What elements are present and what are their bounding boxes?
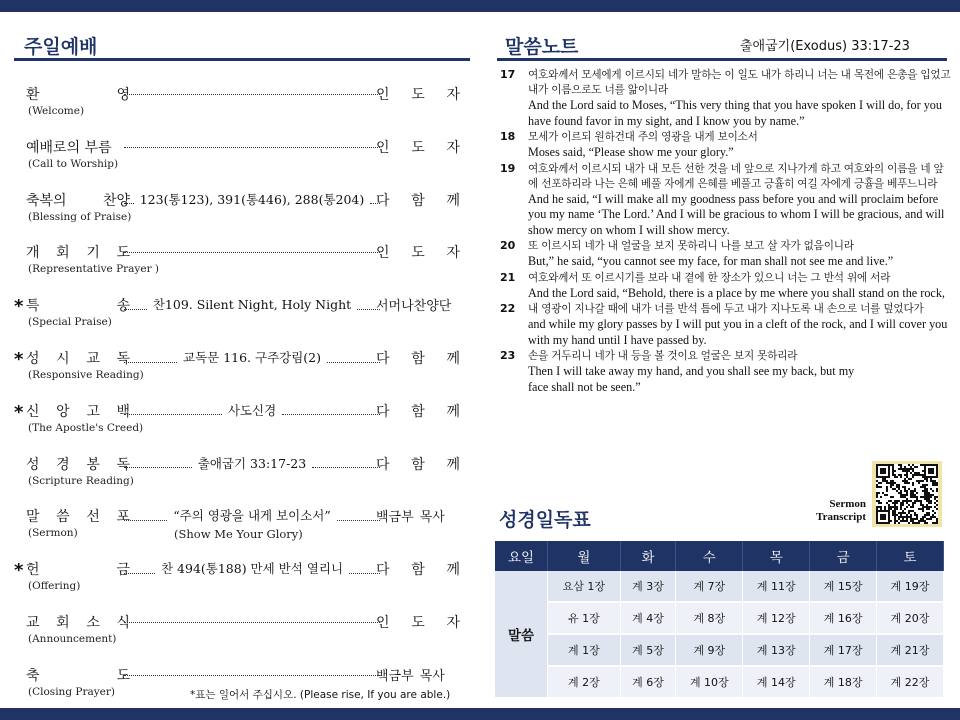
item-korean-title [26,242,130,262]
verse-number: 20 [500,239,516,252]
reading-cell: 계 9장 [676,634,743,666]
standing-footnote: *표는 일어서 주십시오. (Please rise, If you are able.) [190,689,451,701]
item-leader-word: 도 [411,245,425,262]
item-korean-title [26,295,130,315]
reading-cell: 계 22장 [877,666,944,698]
item-detail [122,454,382,472]
item-leader [376,295,460,314]
item-leader-word: 도 [411,87,425,103]
notes-title-rule [497,58,947,61]
leader-dots [124,137,380,148]
item-english-title: (Scripture Reading) [28,474,134,487]
leader-dots [124,193,134,204]
item-korean-char: 회 [56,615,70,631]
verse-item [500,130,952,161]
item-korean-title [26,190,130,210]
item-leader-word: 인 [376,87,390,103]
reading-cell: 계 19장 [877,571,944,602]
reading-cell: 계 3장 [620,571,676,602]
verse-english: Then I will take away my hand, and you shall see my back, but my face shall not be seen.” [528,364,855,394]
verse-korean: 또 이르시되 네가 내 얼굴을 보지 못하리니 나를 보고 살 자가 없음이니라 [528,240,854,252]
item-korean-char: 찬양 [102,192,130,209]
item-detail [122,84,382,95]
worship-title-rule [14,58,470,61]
item-korean-char: 도 [116,245,130,262]
item-leader-word: 함 [411,192,425,209]
item-detail-text: 123(통123), 391(통446), 288(통204) [139,191,365,207]
verse-item [500,271,952,302]
item-detail-text: 찬 494(통188) 만세 반석 열리니 [160,561,344,577]
item-korean-char: 금 [116,562,130,579]
verse-item [500,349,952,395]
item-detail-text: 출애굽기 33:17-23 [197,455,307,471]
item-detail [122,559,382,577]
item-korean-char: 교 [26,615,40,631]
verse-item [500,162,952,239]
scripture-reference: 출애굽기(Exodus) 33:17-23 [740,39,910,54]
worship-item [14,293,460,339]
item-korean-char: 경 [56,456,70,473]
item-leader-word: 자 [446,139,460,156]
verse-number: 19 [500,161,516,175]
item-detail [122,506,382,524]
item-leader-word: 함 [411,403,425,420]
item-leader [376,348,460,368]
item-detail-text: 사도신경 [227,402,277,418]
reading-cell: 계 4장 [620,602,676,634]
item-korean-title [26,506,130,526]
item-detail [122,137,382,148]
item-korean-char: 봉 [86,456,100,473]
leader-dots [124,404,222,415]
reading-row-label: 말씀 [495,571,548,698]
reading-cell: 계 5장 [620,634,676,666]
standing-mark: * [14,296,24,318]
verse-number: 23 [500,349,516,362]
item-korean-char: 교 [86,351,100,367]
verse-item [500,239,952,270]
item-detail [122,665,382,676]
worship-title: 주일예배 [24,36,98,58]
reading-header: 금 [810,541,877,571]
item-korean-char: 백 [116,403,130,420]
item-korean-char: 예배로의 부름 [26,139,112,156]
item-leader-word: 인 [376,245,390,262]
worship-item [14,504,460,550]
item-korean-char: 송 [116,298,130,315]
item-leader [376,401,460,421]
item-leader-word: 인 [376,615,390,631]
item-detail-english: (Show Me Your Glory) [174,527,303,542]
item-korean-char: 시 [56,351,70,367]
worship-item [14,610,460,656]
verse-english: But,” he said, “you cannot see my face, for man shall not see me and live.” [528,254,894,268]
reading-table [495,541,944,699]
item-english-title: (Announcement) [28,633,117,645]
reading-header: 목 [743,541,810,571]
item-korean-char: 고 [86,403,100,420]
item-korean-char: 독 [116,456,130,473]
item-korean-char: 축 [26,667,40,684]
item-korean-char: 신 [26,403,40,420]
item-leader-word: 백금부 [376,510,414,526]
reading-cell: 계 2장 [548,666,621,698]
item-detail [122,242,382,253]
reading-cell: 계 1장 [548,634,621,666]
item-detail-text: “주의 영광을 내게 보이소서” [173,508,331,524]
reading-cell: 계 8장 [676,602,743,634]
item-korean-char: 선 [86,509,100,526]
leader-dots [124,612,380,623]
reading-cell: 계 11장 [743,571,810,602]
item-leader-word: 께 [446,351,460,367]
item-korean-title [26,137,130,157]
leader-dots [327,352,380,363]
leader-dots [282,404,380,415]
item-leader-word: 다 [376,456,390,473]
item-korean-title [26,348,130,368]
item-leader-word: 도 [411,139,425,156]
leader-dots [124,665,380,676]
top-bar [0,0,960,12]
verse-number: 21 [500,270,516,284]
reading-cell: 유 1장 [548,602,621,634]
leader-dots [124,457,192,468]
item-leader-word: 서머나찬양단 [376,299,452,315]
item-detail [122,295,382,313]
reading-cell: 계 14장 [743,666,810,698]
reading-row [495,602,944,634]
item-leader [376,137,460,157]
item-korean-char: 포 [116,509,130,526]
item-korean-char: 성 [26,351,40,367]
reading-cell: 계 18장 [810,666,877,698]
item-korean-char: 앙 [56,403,70,420]
worship-item [14,399,460,445]
reading-cell: 계 7장 [676,571,743,602]
item-leader-word: 목사 [419,510,445,526]
verse-korean: 모세가 이르되 원하건대 주의 영광을 내게 보이소서 [528,131,758,143]
reading-title: 성경일독표 [499,509,591,531]
item-leader [376,242,460,262]
leader-dots [124,510,167,521]
sermon-transcript-label: Sermon Transcript [816,498,866,523]
standing-mark: * [14,560,24,582]
item-detail-text: 교독문 116. 구주강림(2) [183,350,322,365]
verse-korean: 여호와께서 모세에게 이르시되 네가 말하는 이 일도 내가 하리니 너는 내 목전에 은총을 입었고 내가 이름으로도 너를 앎이니라 [528,69,951,96]
item-korean-char: 독 [116,351,130,367]
item-english-title: (Special Praise) [28,316,112,329]
item-leader-word: 인 [376,139,390,156]
item-korean-title [26,665,130,685]
reading-cell: 계 20장 [877,602,944,634]
worship-item [14,188,460,234]
item-korean-char: 식 [116,615,130,631]
reading-row [495,666,944,698]
item-leader-word: 다 [376,192,390,209]
item-korean-title [26,454,130,474]
item-detail [122,348,382,366]
item-leader [376,84,460,104]
item-english-title: (Responsive Reading) [28,369,144,381]
verse-number: 22 [500,302,516,315]
item-korean-char: 도 [116,667,130,684]
item-leader-word: 다 [376,562,390,579]
item-korean-char: 씀 [56,509,70,526]
worship-item [14,240,460,286]
item-korean-char: 회 [56,245,70,262]
reading-cell: 계 16장 [810,602,877,634]
item-leader-word: 다 [376,351,390,367]
item-leader-word: 자 [446,615,460,631]
verse-korean: 여호와께서 또 이르시기를 보라 내 곁에 한 장소가 있으니 너는 그 반석 위에 서라 [528,271,891,284]
item-detail-text: 찬109. Silent Night, Holy Night [152,297,352,313]
reading-header: 요일 [495,541,548,571]
item-leader-word: 다 [376,403,390,420]
item-english-title: (The Apostle's Creed) [28,421,144,434]
item-leader [376,454,460,474]
worship-item [14,82,460,128]
item-english-title: (Sermon) [28,527,78,540]
worship-item [14,452,460,498]
item-english-title: (Closing Prayer) [28,685,115,698]
item-leader [376,665,460,684]
item-leader [376,190,460,210]
item-detail [122,190,382,208]
item-leader-word: 백금부 [376,668,414,684]
reading-row [495,571,944,602]
leader-dots [124,242,380,253]
item-korean-char: 축복의 [26,192,67,209]
reading-header: 토 [877,541,944,571]
leader-dots [337,510,380,521]
item-korean-char: 헌 [26,562,40,579]
item-leader-word: 께 [446,403,460,420]
verse-item [500,302,952,348]
item-leader-word: 자 [446,245,460,262]
leader-dots [124,299,147,310]
verse-english: and while my glory passes by I will put you in a cleft of the rock, and I will cover you with my hand until I have passed by. [528,317,948,347]
verse-english: And he said, “I will make all my goodness pass before you and will proclaim before you my name ‘The Lord.’ And I will be gracious to whom I will be gracious, and will show mercy on whom I will show mercy. [528,191,945,237]
verse-korean: 여호와께서 이르시되 내가 내 모든 선한 것을 네 앞으로 지나가게 하고 여호와의 이름을 네 앞에 선포하리라 나는 은혜 베풀 자에게 은혜를 베풀고 긍휼히 여길 자에게 긍휼을 베푸느니라 [528,162,944,190]
leader-dots [312,457,380,468]
verse-english: And the Lord said, “Behold, there is a place by me where you shall stand on the rock, [528,285,945,300]
reading-header: 수 [676,541,743,571]
standing-mark: * [14,349,24,370]
item-detail [122,612,382,623]
verse-number: 18 [500,130,516,143]
item-korean-title [26,559,130,579]
standing-mark: * [14,401,24,423]
reading-cell: 계 10장 [676,666,743,698]
qr-code-icon[interactable] [872,461,942,527]
item-english-title: (Representative Prayer ) [28,263,160,276]
reading-cell: 계 17장 [810,634,877,666]
leader-dots [124,352,177,363]
worship-item [14,346,460,392]
reading-row [495,634,944,666]
item-leader-word: 목사 [419,668,445,684]
item-english-title: (Welcome) [28,105,85,117]
reading-cell: 계 15장 [810,571,877,602]
leader-dots [124,84,380,95]
reading-cell: 계 6장 [620,666,676,698]
reading-cell: 계 12장 [743,602,810,634]
verse-list [500,68,952,396]
worship-item [14,557,460,603]
item-leader-word: 께 [446,456,460,473]
item-korean-char: 환 [26,87,40,103]
item-leader-word: 께 [446,562,460,579]
item-korean-title [26,401,130,421]
item-leader-word: 함 [411,562,425,579]
item-leader-word: 자 [446,87,460,103]
item-leader-word: 함 [411,456,425,473]
reading-header: 월 [548,541,621,571]
verse-english: Moses said, “Please show me your glory.” [528,145,734,159]
item-detail [122,401,382,419]
notes-title: 말씀노트 [505,36,579,58]
item-korean-title [26,84,130,104]
item-korean-char: 말 [26,509,40,526]
item-leader-word: 함 [411,351,425,367]
verse-number: 17 [500,68,516,81]
item-leader-word: 께 [446,192,460,209]
item-korean-char: 성 [26,456,40,473]
verse-korean: 내 영광이 지나갈 때에 내가 너를 반석 틈에 두고 내가 지나도록 내 손으로 너를 덮었다가 [528,303,924,315]
worship-item [14,135,460,181]
bottom-bar [0,708,960,720]
leader-dots [124,563,155,574]
item-korean-char: 소 [86,615,100,631]
verse-english: And the Lord said to Moses, “This very thing that you have spoken I will do, for you have found favor in my sight, and I know you by name.” [528,98,942,128]
reading-cell: 계 13장 [743,634,810,666]
item-english-title: (Blessing of Praise) [28,210,132,223]
item-korean-char: 개 [26,245,40,262]
item-korean-title [26,612,130,632]
item-leader [376,612,460,632]
reading-cell: 계 21장 [877,634,944,666]
reading-header: 화 [620,541,676,571]
item-korean-char: 특 [26,298,40,315]
verse-item [500,68,952,129]
item-korean-char: 영 [116,87,130,103]
item-leader-word: 도 [411,615,425,631]
item-english-title: (Call to Worship) [28,157,119,170]
item-leader [376,559,460,579]
item-english-title: (Offering) [28,580,81,593]
item-korean-char: 기 [86,245,100,262]
item-leader [376,506,460,525]
verse-korean: 손을 거두리니 네가 내 등을 볼 것이요 얼굴은 보지 못하리라 [528,350,798,362]
reading-cell: 요삼 1장 [548,571,621,602]
